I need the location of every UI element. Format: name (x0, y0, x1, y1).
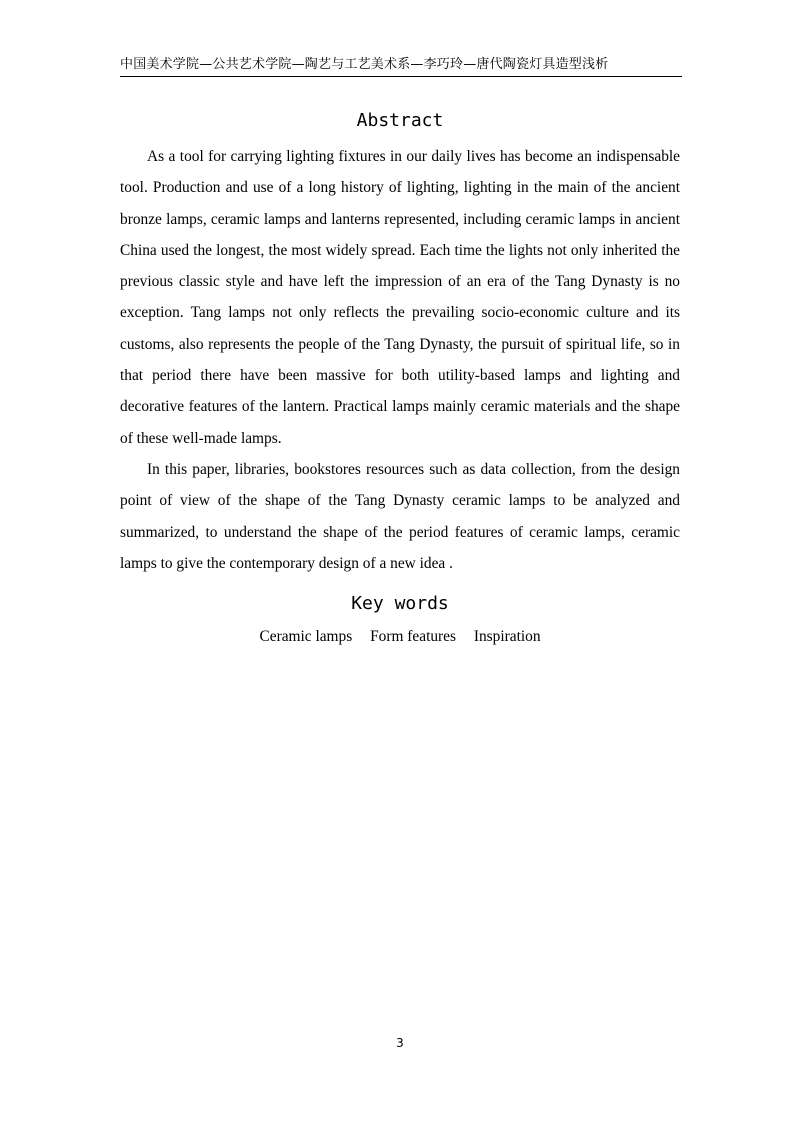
abstract-body (120, 141, 680, 579)
page-header (120, 52, 682, 77)
keyword-item: Ceramic lamps (259, 628, 353, 645)
abstract-heading: Abstract (356, 110, 444, 131)
keyword-item: Inspiration (473, 628, 541, 645)
abstract-paragraph-1: As a tool for carrying lighting fixtures in our daily lives has become an indispensable tool. Production and use of a long history of lighting, lighting in the main of the ancient bronze lamps, ceramic lamps and lanterns represented, including ceramic lamps in ancient China used the longest, the most widely spread. Each time the lights not only inherited the previous classic style and have left the impression of an era of the Tang Dynasty is no exception. Tang lamps not only reflects the prevailing socio-economic culture and its customs, also represents the people of the Tang Dynasty, the pursuit of spiritual life, so in that period there have been massive for both utility-based lamps and lighting and decorative features of the lantern. Practical lamps mainly ceramic materials and the shape of these well-made lamps. (120, 148, 680, 447)
keyword-item: Form features (370, 628, 456, 645)
keywords-list (120, 626, 680, 648)
page-number: 3 (396, 1036, 404, 1050)
keywords-heading: Key words (351, 593, 449, 614)
abstract-paragraph-2: In this paper, libraries, bookstores resources such as data collection, from the design point of view of the shape of the Tang Dynasty ceramic lamps to be analyzed and summarized, to understand the shape of the period features of ceramic lamps, ceramic lamps to give the contemporary design of a new idea . (120, 460, 680, 572)
running-title: 中国美术学院—公共艺术学院—陶艺与工艺美术系—李巧玲—唐代陶瓷灯具造型浅析 (120, 57, 609, 72)
